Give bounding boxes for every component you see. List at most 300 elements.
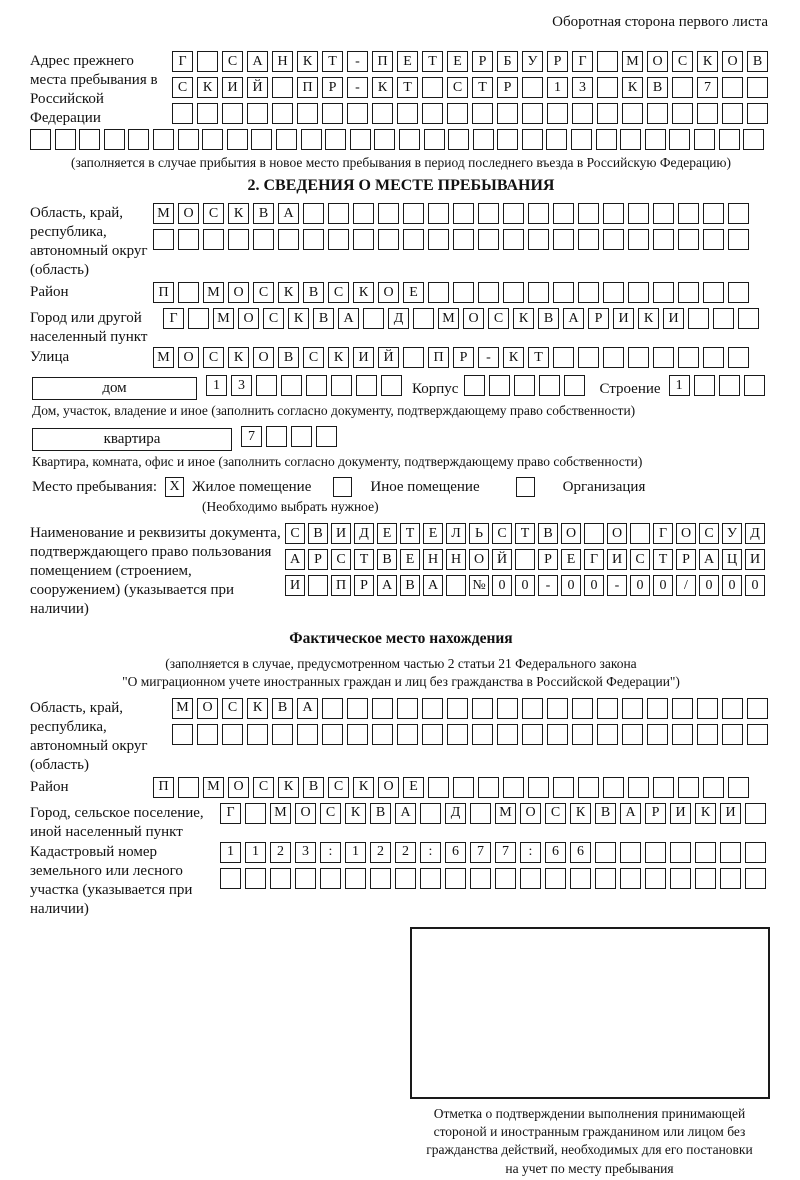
char-cell[interactable]: К [622, 77, 643, 98]
char-cell[interactable] [603, 203, 624, 224]
char-cell[interactable] [514, 375, 535, 396]
char-cell[interactable]: К [697, 51, 718, 72]
char-cell[interactable] [247, 724, 268, 745]
char-cell[interactable]: А [395, 803, 416, 824]
char-cell[interactable]: И [745, 549, 765, 570]
char-cell[interactable]: № [469, 575, 489, 596]
char-cell[interactable] [272, 724, 293, 745]
char-cell[interactable] [297, 103, 318, 124]
char-cell[interactable]: 2 [370, 842, 391, 863]
char-cell[interactable]: И [285, 575, 305, 596]
char-cell[interactable]: Г [572, 51, 593, 72]
char-cell[interactable] [578, 282, 599, 303]
char-cell[interactable] [553, 282, 574, 303]
char-cell[interactable] [128, 129, 149, 150]
char-cell[interactable] [653, 777, 674, 798]
char-cell[interactable]: Е [447, 51, 468, 72]
char-cell[interactable]: П [153, 777, 174, 798]
char-cell[interactable] [578, 777, 599, 798]
char-cell[interactable] [104, 129, 125, 150]
char-cell[interactable]: О [197, 698, 218, 719]
char-cell[interactable] [220, 868, 241, 889]
char-cell[interactable]: Д [445, 803, 466, 824]
char-cell[interactable]: С [545, 803, 566, 824]
char-cell[interactable]: О [178, 203, 199, 224]
char-cell[interactable] [495, 868, 516, 889]
char-cell[interactable] [297, 724, 318, 745]
char-cell[interactable] [546, 129, 567, 150]
char-cell[interactable] [428, 282, 449, 303]
char-cell[interactable] [547, 724, 568, 745]
char-cell[interactable] [428, 203, 449, 224]
char-cell[interactable] [503, 777, 524, 798]
char-cell[interactable]: В [377, 549, 397, 570]
char-cell[interactable]: К [278, 282, 299, 303]
char-cell[interactable] [222, 724, 243, 745]
char-cell[interactable] [647, 724, 668, 745]
char-cell[interactable] [553, 229, 574, 250]
char-cell[interactable] [528, 282, 549, 303]
char-cell[interactable]: К [297, 51, 318, 72]
char-cell[interactable] [448, 129, 469, 150]
char-cell[interactable] [372, 724, 393, 745]
char-cell[interactable]: Т [653, 549, 673, 570]
char-cell[interactable] [276, 129, 297, 150]
char-cell[interactable]: Л [446, 523, 466, 544]
char-cell[interactable] [703, 347, 724, 368]
char-cell[interactable]: Н [272, 51, 293, 72]
char-cell[interactable] [256, 375, 277, 396]
char-cell[interactable] [728, 203, 749, 224]
char-cell[interactable]: 0 [745, 575, 765, 596]
char-cell[interactable]: Ц [722, 549, 742, 570]
char-cell[interactable]: В [278, 347, 299, 368]
char-cell[interactable]: О [463, 308, 484, 329]
char-cell[interactable] [597, 724, 618, 745]
char-cell[interactable]: К [345, 803, 366, 824]
char-cell[interactable]: С [303, 347, 324, 368]
char-cell[interactable] [745, 842, 766, 863]
char-cell[interactable] [424, 129, 445, 150]
char-cell[interactable] [745, 868, 766, 889]
char-cell[interactable] [470, 803, 491, 824]
char-cell[interactable]: 6 [445, 842, 466, 863]
residence-checkbox-organization[interactable] [516, 477, 535, 497]
char-cell[interactable]: К [228, 203, 249, 224]
char-cell[interactable]: С [488, 308, 509, 329]
char-cell[interactable] [528, 203, 549, 224]
char-cell[interactable]: - [347, 77, 368, 98]
char-cell[interactable] [747, 724, 768, 745]
char-cell[interactable]: Е [397, 51, 418, 72]
char-cell[interactable] [628, 229, 649, 250]
char-cell[interactable] [489, 375, 510, 396]
char-cell[interactable]: И [353, 347, 374, 368]
char-cell[interactable]: 3 [572, 77, 593, 98]
char-cell[interactable]: 1 [669, 375, 690, 396]
char-cell[interactable] [522, 103, 543, 124]
char-cell[interactable]: А [423, 575, 443, 596]
char-cell[interactable] [520, 868, 541, 889]
char-cell[interactable] [222, 103, 243, 124]
char-cell[interactable]: 0 [584, 575, 604, 596]
char-cell[interactable]: - [538, 575, 558, 596]
char-cell[interactable] [345, 868, 366, 889]
char-cell[interactable] [747, 698, 768, 719]
char-cell[interactable] [743, 129, 764, 150]
char-cell[interactable] [678, 347, 699, 368]
char-cell[interactable]: Е [377, 523, 397, 544]
char-cell[interactable] [422, 77, 443, 98]
char-cell[interactable]: В [747, 51, 768, 72]
char-cell[interactable] [363, 308, 384, 329]
char-cell[interactable] [722, 724, 743, 745]
char-cell[interactable]: 0 [561, 575, 581, 596]
char-cell[interactable] [688, 308, 709, 329]
char-cell[interactable]: С [320, 803, 341, 824]
char-cell[interactable] [403, 347, 424, 368]
house-type-box[interactable]: дом [32, 377, 197, 400]
char-cell[interactable] [647, 698, 668, 719]
char-cell[interactable]: М [495, 803, 516, 824]
char-cell[interactable]: М [270, 803, 291, 824]
char-cell[interactable]: 2 [395, 842, 416, 863]
char-cell[interactable]: С [222, 51, 243, 72]
char-cell[interactable] [497, 129, 518, 150]
char-cell[interactable]: Т [472, 77, 493, 98]
char-cell[interactable]: У [522, 51, 543, 72]
char-cell[interactable]: С [253, 282, 274, 303]
char-cell[interactable]: Д [745, 523, 765, 544]
char-cell[interactable] [703, 203, 724, 224]
char-cell[interactable]: А [377, 575, 397, 596]
char-cell[interactable] [378, 203, 399, 224]
char-cell[interactable] [291, 426, 312, 447]
char-cell[interactable] [597, 77, 618, 98]
char-cell[interactable] [245, 868, 266, 889]
char-cell[interactable] [695, 868, 716, 889]
char-cell[interactable] [397, 698, 418, 719]
char-cell[interactable] [308, 575, 328, 596]
char-cell[interactable]: М [203, 777, 224, 798]
char-cell[interactable] [227, 129, 248, 150]
char-cell[interactable]: О [253, 347, 274, 368]
char-cell[interactable]: А [285, 549, 305, 570]
char-cell[interactable]: / [676, 575, 696, 596]
char-cell[interactable] [564, 375, 585, 396]
char-cell[interactable]: Д [388, 308, 409, 329]
char-cell[interactable]: О [378, 777, 399, 798]
char-cell[interactable]: О [178, 347, 199, 368]
char-cell[interactable] [347, 724, 368, 745]
char-cell[interactable] [603, 282, 624, 303]
char-cell[interactable]: Т [528, 347, 549, 368]
char-cell[interactable] [553, 347, 574, 368]
char-cell[interactable] [397, 724, 418, 745]
char-cell[interactable] [678, 229, 699, 250]
char-cell[interactable] [622, 103, 643, 124]
char-cell[interactable] [528, 777, 549, 798]
char-cell[interactable] [381, 375, 402, 396]
char-cell[interactable] [597, 103, 618, 124]
char-cell[interactable] [645, 129, 666, 150]
char-cell[interactable]: Ь [469, 523, 489, 544]
char-cell[interactable]: Р [645, 803, 666, 824]
char-cell[interactable]: С [253, 777, 274, 798]
char-cell[interactable] [245, 803, 266, 824]
char-cell[interactable]: К [247, 698, 268, 719]
char-cell[interactable]: С [447, 77, 468, 98]
char-cell[interactable] [622, 698, 643, 719]
char-cell[interactable] [403, 203, 424, 224]
char-cell[interactable] [251, 129, 272, 150]
char-cell[interactable] [653, 203, 674, 224]
char-cell[interactable]: И [607, 549, 627, 570]
char-cell[interactable] [653, 347, 674, 368]
char-cell[interactable]: В [538, 308, 559, 329]
char-cell[interactable]: А [563, 308, 584, 329]
char-cell[interactable]: Й [492, 549, 512, 570]
char-cell[interactable]: К [513, 308, 534, 329]
char-cell[interactable]: 1 [245, 842, 266, 863]
char-cell[interactable] [472, 698, 493, 719]
char-cell[interactable]: - [607, 575, 627, 596]
char-cell[interactable] [372, 103, 393, 124]
char-cell[interactable] [694, 375, 715, 396]
char-cell[interactable]: 1 [345, 842, 366, 863]
char-cell[interactable] [353, 229, 374, 250]
char-cell[interactable] [528, 229, 549, 250]
char-cell[interactable]: К [278, 777, 299, 798]
char-cell[interactable] [503, 282, 524, 303]
char-cell[interactable]: 7 [470, 842, 491, 863]
char-cell[interactable]: Е [403, 777, 424, 798]
char-cell[interactable]: А [620, 803, 641, 824]
char-cell[interactable]: Р [547, 51, 568, 72]
char-cell[interactable]: А [338, 308, 359, 329]
char-cell[interactable] [522, 724, 543, 745]
char-cell[interactable] [719, 129, 740, 150]
char-cell[interactable] [306, 375, 327, 396]
char-cell[interactable] [522, 698, 543, 719]
char-cell[interactable]: С [263, 308, 284, 329]
char-cell[interactable]: О [469, 549, 489, 570]
char-cell[interactable]: С [285, 523, 305, 544]
char-cell[interactable]: М [153, 203, 174, 224]
char-cell[interactable] [572, 724, 593, 745]
char-cell[interactable] [570, 868, 591, 889]
char-cell[interactable]: Т [400, 523, 420, 544]
char-cell[interactable] [370, 868, 391, 889]
char-cell[interactable] [472, 724, 493, 745]
char-cell[interactable] [539, 375, 560, 396]
char-cell[interactable]: 6 [545, 842, 566, 863]
char-cell[interactable]: - [478, 347, 499, 368]
char-cell[interactable] [397, 103, 418, 124]
char-cell[interactable] [266, 426, 287, 447]
char-cell[interactable]: Т [422, 51, 443, 72]
char-cell[interactable] [603, 777, 624, 798]
char-cell[interactable] [303, 203, 324, 224]
char-cell[interactable] [470, 868, 491, 889]
char-cell[interactable] [328, 203, 349, 224]
char-cell[interactable]: Е [403, 282, 424, 303]
char-cell[interactable]: М [213, 308, 234, 329]
char-cell[interactable] [247, 103, 268, 124]
char-cell[interactable]: Т [354, 549, 374, 570]
char-cell[interactable]: 0 [492, 575, 512, 596]
char-cell[interactable]: В [253, 203, 274, 224]
char-cell[interactable] [522, 129, 543, 150]
char-cell[interactable]: О [520, 803, 541, 824]
char-cell[interactable]: 1 [220, 842, 241, 863]
char-cell[interactable] [584, 523, 604, 544]
char-cell[interactable]: Е [423, 523, 443, 544]
char-cell[interactable] [595, 868, 616, 889]
char-cell[interactable] [578, 347, 599, 368]
char-cell[interactable] [647, 103, 668, 124]
char-cell[interactable]: И [331, 523, 351, 544]
char-cell[interactable] [202, 129, 223, 150]
char-cell[interactable] [628, 203, 649, 224]
char-cell[interactable]: : [320, 842, 341, 863]
char-cell[interactable] [703, 282, 724, 303]
char-cell[interactable]: 0 [630, 575, 650, 596]
char-cell[interactable]: Н [423, 549, 443, 570]
char-cell[interactable] [453, 282, 474, 303]
char-cell[interactable] [325, 129, 346, 150]
char-cell[interactable] [545, 868, 566, 889]
char-cell[interactable]: Г [163, 308, 184, 329]
char-cell[interactable] [172, 103, 193, 124]
char-cell[interactable] [713, 308, 734, 329]
char-cell[interactable] [703, 229, 724, 250]
char-cell[interactable]: С [331, 549, 351, 570]
char-cell[interactable] [697, 698, 718, 719]
char-cell[interactable] [453, 229, 474, 250]
char-cell[interactable] [453, 777, 474, 798]
char-cell[interactable] [478, 282, 499, 303]
char-cell[interactable] [728, 777, 749, 798]
char-cell[interactable] [272, 77, 293, 98]
char-cell[interactable]: Р [322, 77, 343, 98]
char-cell[interactable] [478, 777, 499, 798]
char-cell[interactable] [503, 203, 524, 224]
char-cell[interactable]: К [353, 777, 374, 798]
char-cell[interactable] [694, 129, 715, 150]
char-cell[interactable] [628, 777, 649, 798]
char-cell[interactable]: Р [354, 575, 374, 596]
char-cell[interactable] [719, 375, 740, 396]
char-cell[interactable] [547, 698, 568, 719]
char-cell[interactable]: С [203, 203, 224, 224]
char-cell[interactable]: Р [453, 347, 474, 368]
char-cell[interactable] [403, 229, 424, 250]
char-cell[interactable]: В [272, 698, 293, 719]
char-cell[interactable] [473, 129, 494, 150]
char-cell[interactable]: К [695, 803, 716, 824]
char-cell[interactable] [547, 103, 568, 124]
char-cell[interactable]: Е [400, 549, 420, 570]
char-cell[interactable] [422, 698, 443, 719]
char-cell[interactable] [331, 375, 352, 396]
char-cell[interactable] [678, 777, 699, 798]
char-cell[interactable]: П [153, 282, 174, 303]
char-cell[interactable] [253, 229, 274, 250]
char-cell[interactable] [553, 777, 574, 798]
char-cell[interactable] [79, 129, 100, 150]
char-cell[interactable] [322, 698, 343, 719]
char-cell[interactable]: 6 [570, 842, 591, 863]
char-cell[interactable] [669, 129, 690, 150]
char-cell[interactable] [620, 842, 641, 863]
char-cell[interactable]: С [328, 282, 349, 303]
char-cell[interactable]: С [222, 698, 243, 719]
char-cell[interactable]: О [378, 282, 399, 303]
char-cell[interactable]: М [203, 282, 224, 303]
char-cell[interactable] [515, 549, 535, 570]
char-cell[interactable]: У [722, 523, 742, 544]
char-cell[interactable] [697, 103, 718, 124]
char-cell[interactable]: В [595, 803, 616, 824]
char-cell[interactable] [672, 698, 693, 719]
char-cell[interactable]: Г [172, 51, 193, 72]
char-cell[interactable] [447, 103, 468, 124]
char-cell[interactable] [278, 229, 299, 250]
char-cell[interactable] [747, 103, 768, 124]
char-cell[interactable] [738, 308, 759, 329]
apartment-type-box[interactable]: квартира [32, 428, 232, 451]
char-cell[interactable]: 3 [231, 375, 252, 396]
char-cell[interactable]: К [372, 77, 393, 98]
char-cell[interactable]: 0 [515, 575, 535, 596]
char-cell[interactable]: О [228, 777, 249, 798]
char-cell[interactable] [399, 129, 420, 150]
char-cell[interactable] [420, 803, 441, 824]
char-cell[interactable] [153, 129, 174, 150]
char-cell[interactable] [203, 229, 224, 250]
char-cell[interactable] [697, 724, 718, 745]
char-cell[interactable] [571, 129, 592, 150]
char-cell[interactable] [722, 103, 743, 124]
char-cell[interactable] [578, 203, 599, 224]
char-cell[interactable]: О [295, 803, 316, 824]
char-cell[interactable] [744, 375, 765, 396]
char-cell[interactable] [645, 868, 666, 889]
char-cell[interactable]: Г [584, 549, 604, 570]
char-cell[interactable]: В [313, 308, 334, 329]
char-cell[interactable] [378, 229, 399, 250]
char-cell[interactable] [464, 375, 485, 396]
char-cell[interactable]: Т [515, 523, 535, 544]
char-cell[interactable] [722, 77, 743, 98]
char-cell[interactable] [572, 698, 593, 719]
char-cell[interactable] [522, 77, 543, 98]
char-cell[interactable] [645, 842, 666, 863]
char-cell[interactable]: О [238, 308, 259, 329]
char-cell[interactable] [597, 698, 618, 719]
char-cell[interactable]: О [676, 523, 696, 544]
char-cell[interactable]: С [328, 777, 349, 798]
char-cell[interactable] [622, 724, 643, 745]
char-cell[interactable]: 7 [241, 426, 262, 447]
char-cell[interactable] [653, 229, 674, 250]
char-cell[interactable]: 1 [206, 375, 227, 396]
char-cell[interactable] [595, 842, 616, 863]
char-cell[interactable] [320, 868, 341, 889]
char-cell[interactable] [453, 203, 474, 224]
char-cell[interactable]: М [153, 347, 174, 368]
